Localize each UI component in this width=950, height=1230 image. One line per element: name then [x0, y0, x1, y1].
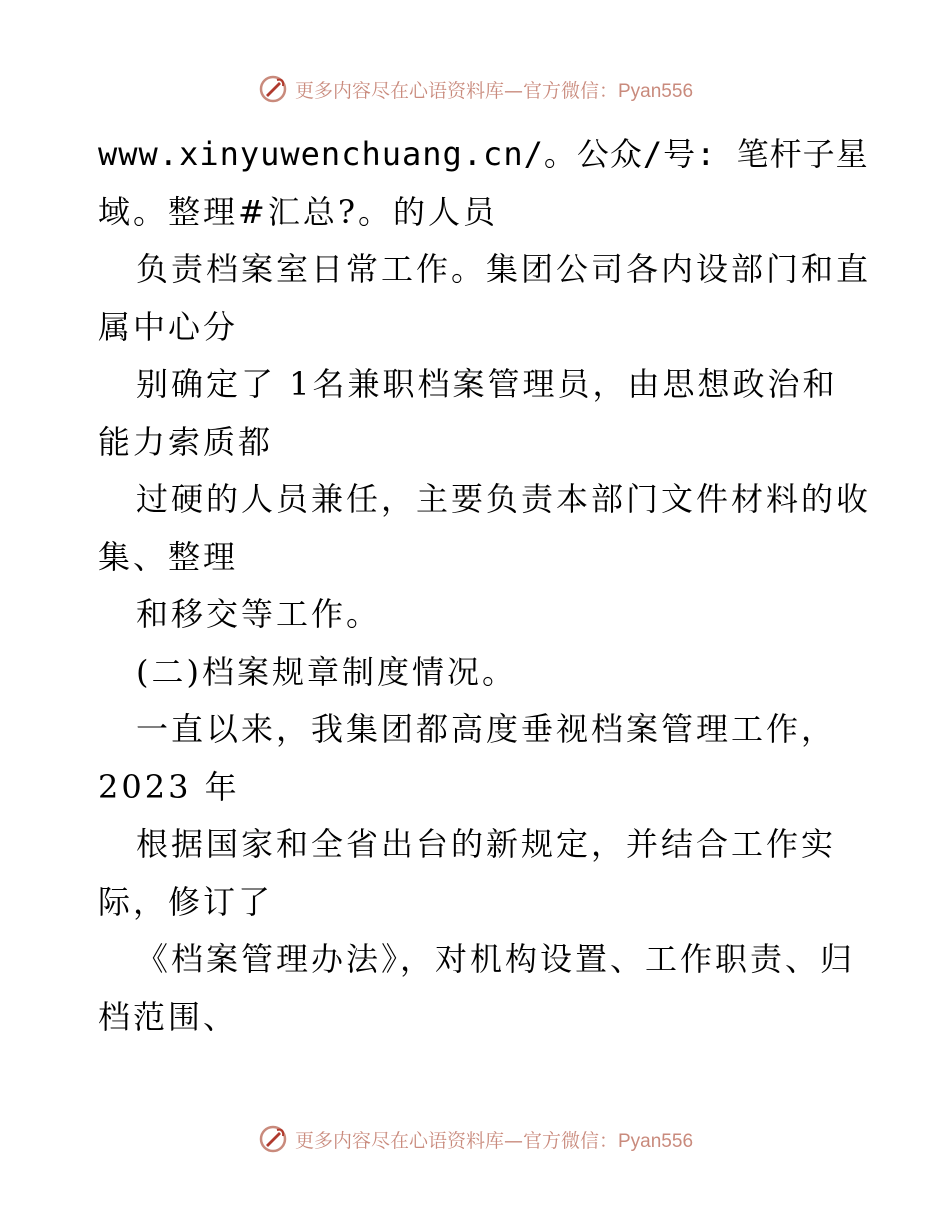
- text-line: 属中心分: [98, 307, 239, 346]
- text-line: 域。整理#汇总?。的人员: [98, 192, 498, 231]
- text-line: 根据国家和全省出台的新规定，并结合工作实: [136, 825, 837, 863]
- text-line: (二)档案规章制度情况。: [136, 652, 517, 691]
- text-line: 际，修订了: [98, 882, 274, 921]
- text-line: 过硬的人员兼任，主要负责本部门文件材料的收: [136, 480, 872, 518]
- text-line: 负责档案室日常工作。集团公司各内设部门和直: [136, 250, 872, 288]
- quill-logo-icon: [257, 1123, 289, 1155]
- text-line: 一直以来，我集团都高度垂视档案管理工作，: [136, 710, 837, 748]
- text-line: 能力索质都: [98, 422, 274, 461]
- text-line: 《档案管理办法》，对机构设置、工作职责、归: [136, 940, 856, 978]
- document-body: [98, 126, 872, 1046]
- text-line: 2023 年: [98, 767, 240, 806]
- quill-logo-icon: [257, 73, 289, 105]
- header-watermark: [0, 72, 950, 106]
- text-line: 别确定了 1名兼职档案管理员，由思想政治和: [136, 365, 838, 403]
- footer-watermark: [0, 1122, 950, 1156]
- text-line: 档范围、: [98, 997, 239, 1036]
- watermark-text: 更多内容尽在心语资料库—官方微信：Pyan556: [294, 1129, 694, 1152]
- text-line: 和移交等工作。: [136, 595, 382, 633]
- text-line: www.xinyuwenchuang.cn/。公众/号: 笔杆子星: [98, 135, 869, 173]
- watermark-text: 更多内容尽在心语资料库—官方微信：Pyan556: [294, 79, 694, 102]
- text-line: 集、整理: [98, 537, 239, 576]
